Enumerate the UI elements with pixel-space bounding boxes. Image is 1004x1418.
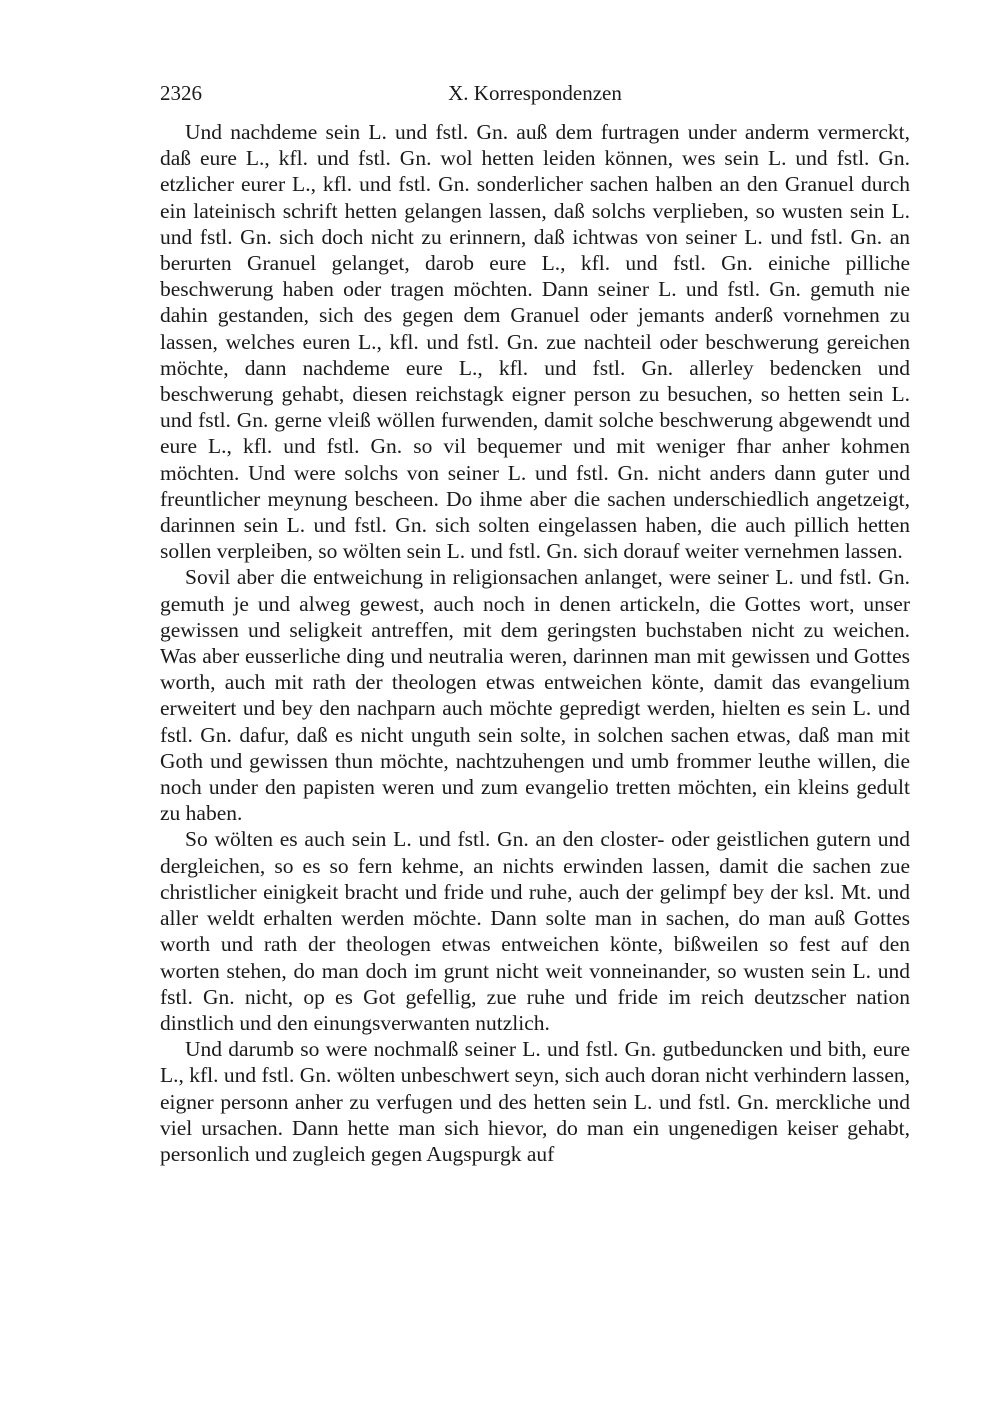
running-head xyxy=(160,78,910,108)
document-page xyxy=(160,78,910,1167)
paragraph: Und nachdeme sein L. und fstl. Gn. auß dem furtragen under anderm vermerckt, daß eure L., kfl. und fstl. Gn. wol hetten leiden können, wes sein L. und fstl. Gn. etzlicher eurer L., kfl. und fstl. Gn. sonderlicher sachen halben an den Granuel durch ein lateinisch schrift hetten gelangen lassen, daß solchs verplieben, so wusten sein L. und fstl. Gn. sich doch nicht zu erinnern, daß ichtwas von seiner L. und fstl. Gn. an berurten Granuel gelanget, darob eure L., kfl. und fstl. Gn. einiche pilliche beschwerung haben oder tragen möchten. Dann seiner L. und fstl. Gn. gemuth nie dahin gestanden, sich des gegen dem Granuel oder jemants anderß vornehmen zu lassen, welches euren L., kfl. und fstl. Gn. zue nachteil oder beschwerung gereichen möchte, dann nachdeme eure L., kfl. und fstl. Gn. allerley bedencken und beschwerung gehabt, diesen reichstagk eigner person zu besuchen, so hetten sein L. und fstl. Gn. gerne vleiß wöllen furwenden, damit solche beschwerung abgewendt und eure L., kfl. und fstl. Gn. so vil bequemer und mit weniger fhar anher kohmen möchten. Und were solchs von seiner L. und fstl. Gn. nicht anders dann guter und freuntlicher meynung bescheen. Do ihme aber die sachen underschiedlich angetzeigt, darinnen sein L. und fstl. Gn. sich solten eingelassen haben, die auch pillich hetten sollen verpleiben, so wölten sein L. und fstl. Gn. sich dorauf weiter vernehmen lassen. xyxy=(160,120,910,564)
page-number: 2326 xyxy=(160,81,202,105)
paragraph: Sovil aber die entweichung in religionsachen anlanget, were seiner L. und fstl. Gn. gemuth je und alweg gewest, auch noch in denen artickeln, die Gottes wort, unser gewissen und seligkeit antreffen, mit dem geringsten buchstaben nicht zu weichen. Was aber eusserliche ding und neutralia weren, darinnen man mit gewissen und Gottes worth, auch mit rath der theologen etwas entweichen könte, damit das evangelium erweitert und bey den nachparn auch möchte gepredigt werden, hielten es sein L. und fstl. Gn. dafur, daß es nicht unguth sein solte, in solchen sachen etwas, daß man mit Goth und gewissen thun möchte, nachtzuhengen und umb frommer leuthe willen, die noch under den papisten weren und zum evangelio tretten möchten, ein kleins gedult zu haben. xyxy=(160,565,910,826)
running-title: X. Korrespondenzen xyxy=(448,81,622,105)
paragraph: So wölten es auch sein L. und fstl. Gn. an den closter- oder geistlichen gutern und dergleichen, so es so fern kehme, an nichts erwinden lassen, damit die sachen zue christlicher einigkeit bracht und fride und ruhe, auch der gelimpf bey der ksl. Mt. und aller weldt erhalten werden möchte. Dann solte man in sachen, do man auß Gottes worth und rath der theologen etwas entweichen könte, bißweilen so fest auf den worten stehen, do man doch im grunt nicht weit vonneinander, so wusten sein L. und fstl. Gn. nicht, op es Got gefellig, zue ruhe und fride im reich deutzscher nation dinstlich und den einungsverwanten nutzlich. xyxy=(160,827,910,1035)
body-text xyxy=(160,119,910,1167)
paragraph: Und darumb so were nochmalß seiner L. und fstl. Gn. gutbeduncken und bith, eure L., kfl. und fstl. Gn. wölten unbeschwert seyn, sich auch doran nicht verhindern lassen, eigner personn anher zu verfugen und des hetten sein L. und fstl. Gn. merckliche und viel ursachen. Dann hette man sich hievor, do man ein ungenedigen keiser gehabt, personlich und zugleich gegen Augspurgk auf xyxy=(160,1037,910,1166)
